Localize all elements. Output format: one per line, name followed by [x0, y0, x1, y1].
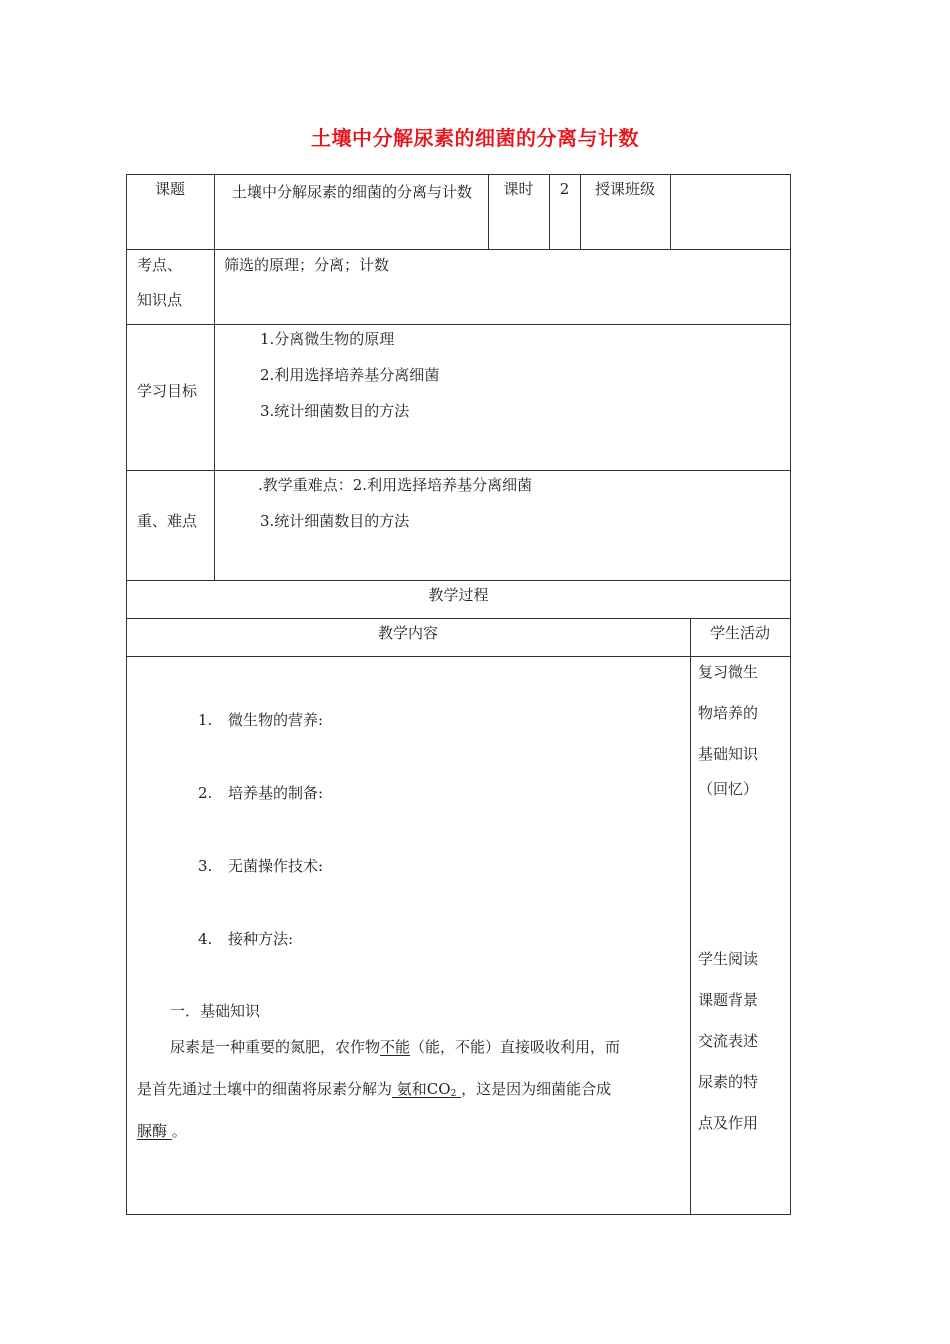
item-text: 微生物的营养:: [228, 711, 324, 729]
activity-line: （回忆）: [698, 780, 759, 798]
activity-line: 基础知识: [698, 745, 759, 763]
objective-item: 3.统计细菌数目的方法: [260, 402, 410, 420]
objective-item: 2.利用选择培养基分离细菌: [260, 366, 440, 384]
activity-line: 尿素的特: [698, 1073, 759, 1091]
item-number: 3.: [198, 857, 213, 875]
hours-label: 课时: [503, 180, 534, 198]
activity-line: 物培养的: [698, 704, 759, 722]
item-text: 无菌操作技术:: [228, 857, 324, 875]
answer-blank: 不能: [380, 1038, 411, 1056]
item-number: 2.: [198, 784, 213, 802]
topic-label: 课题: [154, 180, 185, 198]
difficulties-label: 重、难点: [137, 512, 198, 530]
paragraph-line: 是首先通过土壤中的细菌将尿素分解为 氨和$CO_2$ ，这是因为细菌能合成: [137, 1080, 612, 1099]
answer-blank: 氨和$CO_2$: [392, 1080, 457, 1099]
content-header: 教学内容: [377, 624, 438, 642]
item-text: 接种方法:: [228, 930, 294, 948]
activity-line: 学生阅读: [698, 950, 759, 968]
objectives-label: 学习目标: [137, 382, 198, 400]
item-number: 4.: [198, 930, 213, 948]
knowledge-value: 筛选的原理；分离；计数: [224, 256, 390, 274]
paragraph-line: 脲酶 。: [137, 1122, 187, 1140]
knowledge-label-line2: 知识点: [137, 291, 183, 309]
item-number: 1.: [198, 711, 213, 729]
activity-line: 课题背景: [698, 991, 759, 1009]
activity-header: 学生活动: [709, 624, 770, 642]
objective-item: 1.分离微生物的原理: [260, 330, 395, 348]
activity-line: 点及作用: [698, 1114, 759, 1132]
answer-blank: 脲酶: [137, 1122, 172, 1140]
difficulties-line2: 3.统计细菌数目的方法: [260, 512, 410, 530]
hours-value: 2: [559, 180, 570, 198]
class-label: 授课班级: [594, 180, 655, 198]
topic-value: 土壤中分解尿素的细菌的分离与计数: [231, 183, 472, 201]
paragraph-line: 尿素是一种重要的氮肥，农作物不能（能，不能）直接吸收利用，而: [170, 1038, 621, 1056]
item-text: 培养基的制备:: [228, 784, 324, 802]
difficulties-line1: .教学重难点：2.利用选择培养基分离细菌: [258, 476, 533, 494]
process-title: 教学过程: [428, 586, 489, 604]
activity-line: 复习微生: [698, 663, 759, 681]
activity-line: 交流表述: [698, 1032, 759, 1050]
knowledge-label-line1: 考点、: [137, 256, 183, 274]
section-heading: 一．基础知识: [170, 1002, 261, 1020]
document-title: 土壤中分解尿素的细菌的分离与计数: [311, 126, 639, 150]
